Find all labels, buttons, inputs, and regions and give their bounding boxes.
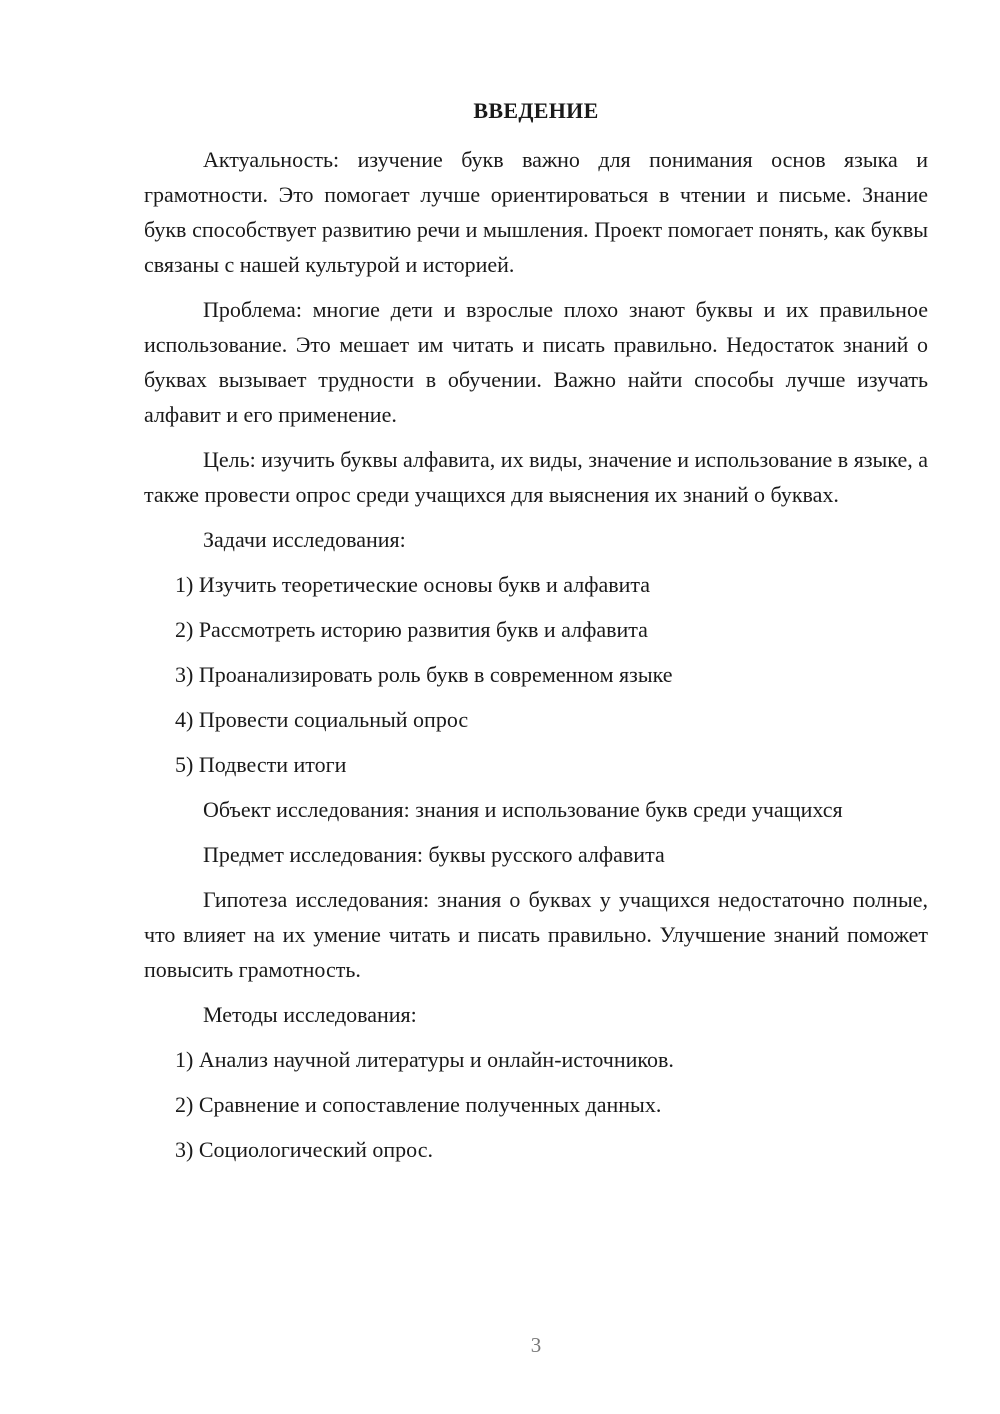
method-item-3: 3) Социологический опрос. (175, 1137, 433, 1162)
methods-heading: Методы исследования: (203, 1002, 417, 1027)
hypothesis-paragraph: Гипотеза исследования: знания о буквах у учащихся недостаточно полные, что влияет на их умение читать и писать правильно. Улучшение знаний поможет повысить грамотность. (144, 887, 928, 982)
task-item-1: 1) Изучить теоретические основы букв и алфавита (175, 572, 651, 597)
task-item-4: 4) Провести социальный опрос (175, 707, 469, 732)
task-item-5: 5) Подвести итоги (175, 752, 347, 777)
document-body (144, 142, 928, 1177)
goal-paragraph: Цель: изучить буквы алфавита, их виды, значение и использование в языке, а также провести опрос среди учащихся для выяснения их знаний о буквах. (144, 447, 928, 507)
page-number: 3 (530, 1333, 542, 1357)
tasks-heading: Задачи исследования: (203, 527, 406, 552)
research-subject: Предмет исследования: буквы русского алфавита (203, 842, 665, 867)
research-object: Объект исследования: знания и использование букв среди учащихся (203, 797, 843, 822)
section-title: ВВЕДЕНИЕ (473, 98, 599, 123)
problem-paragraph: Проблема: многие дети и взрослые плохо знают буквы и их правильное использование. Это мешает им читать и писать правильно. Недостаток знаний о буквах вызывает трудности в обучении. Важно найти способы лучше изучать алфавит и его применение. (144, 297, 928, 427)
method-item-2: 2) Сравнение и сопоставление полученных данных. (175, 1092, 662, 1117)
task-item-2: 2) Рассмотреть историю развития букв и алфавита (175, 617, 648, 642)
method-item-1: 1) Анализ научной литературы и онлайн-источников. (175, 1047, 674, 1072)
task-item-3: 3) Проанализировать роль букв в современном языке (175, 662, 673, 687)
relevance-paragraph: Актуальность: изучение букв важно для понимания основ языка и грамотности. Это помогает лучше ориентироваться в чтении и письме. Знание букв способствует развитию речи и мышления. Проект помогает понять, как буквы связаны с нашей культурой и историей. (144, 147, 928, 277)
